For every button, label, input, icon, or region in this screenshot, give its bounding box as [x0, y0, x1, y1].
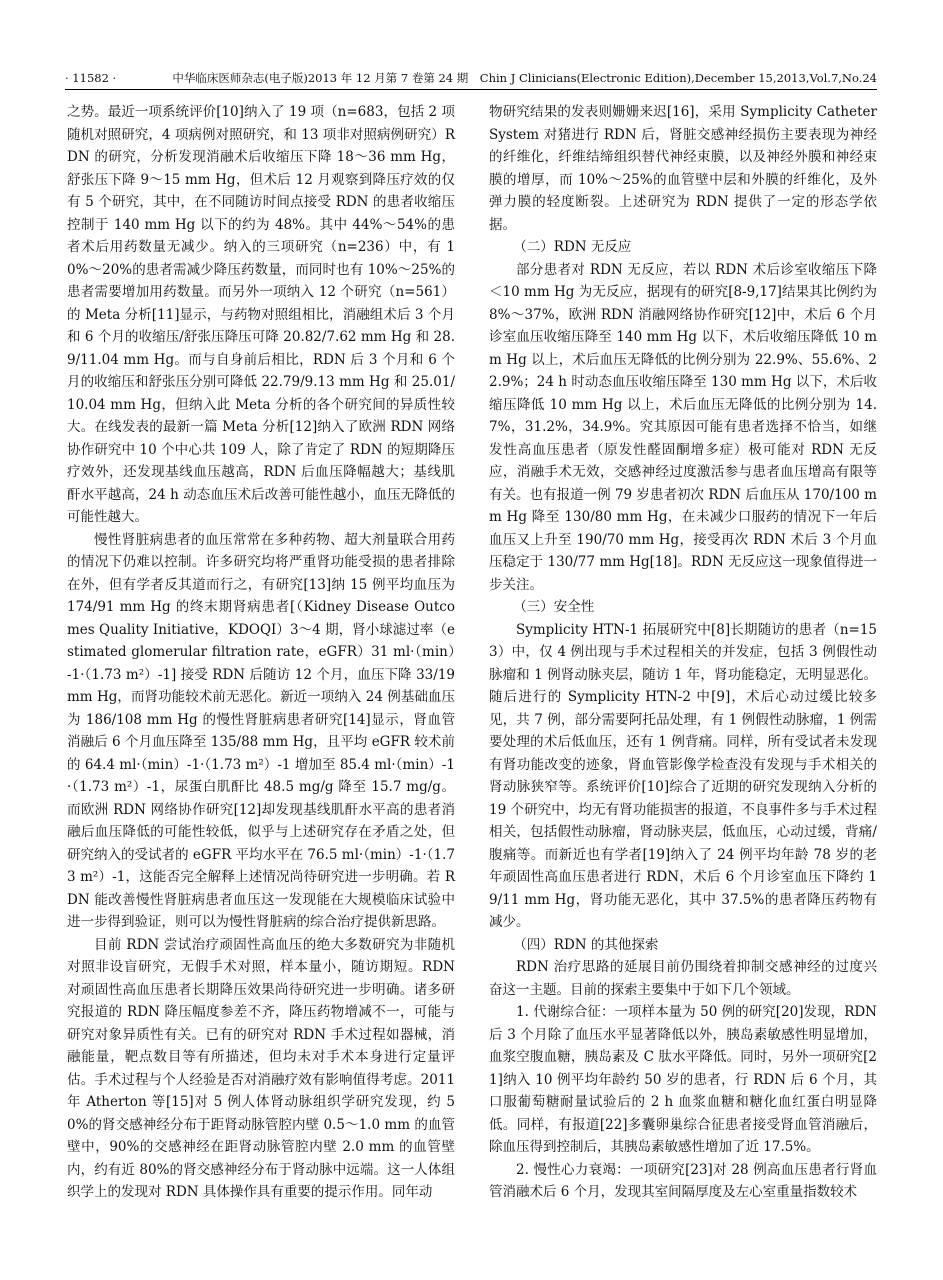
header-rule: [65, 89, 877, 90]
paragraph-metabolic-syndrome: 1. 代谢综合征：一项样本量为 50 例的研究[20]发现，RDN 后 3 个月除了血压水平显著降低以外，胰岛素敏感性明显增加，血浆空腹血糖，胰岛素及 C 肽水平降低。同时，另外一项研究[21]纳入 10 例平均年龄约 50 岁的患者，行 RDN 后 6 个月，其口服葡萄糖耐量试验后的 2 h 血浆血糖和糖化血红蛋白明显降低。同样，有报道[22]多囊卵巢综合征患者接受肾血管消融后，除血压得到控制后，其胰岛素敏感性增加了近 17.5%。: [489, 1004, 877, 1155]
journal-citation: 中华临床医师杂志(电子版)2013 年 12 月第 7 卷第 24 期 Chin J Clinicians(Electronic Edition),December 15,2013,Vol.7,No.24: [172, 71, 877, 85]
section-heading-safety: （三）安全性: [513, 599, 595, 615]
paragraph-animal-study: 物研究结果的发表则姗姗来迟[16]，采用 Symplicity Catheter System 对猪进行 RDN 后，肾脏交感神经损伤主要表现为神经的纤维化，纤维结缔组织替代神经束膜，以及神经外膜和神经束膜的增厚，而 10%～25%的血管壁中层和外膜的纤维化，及外弹力膜的轻度断裂。上述研究为 RDN 提供了一定的形态学依据。: [489, 104, 877, 233]
paragraph-ckd: 慢性肾脏病患者的血压常常在多种药物、超大剂量联合用药的情况下仍难以控制。许多研究均将严重肾功能受损的患者排除在外，但有学者反其道而行之，有研究[13]纳 15 例平均血压为 174/91 mm Hg 的终末期肾病患者[（Kidney Disease Outcomes Quality Initiative，KDOQI）3～4 期，肾小球滤过率（estimated glomerular filtration rate，eGFR）31 ml·（min）-1·（1.73 m²）-1] 接受 RDN 后随访 12 个月，血压下降 33/19 mm Hg，而肾功能较术前无恶化。新近一项纳入 24 例基础血压为 186/108 mm Hg 的慢性肾脏病患者研究[14]显示，肾血管消融后 6 个月血压降至 135/88 mm Hg，且平均 eGFR 较术前的 64.4 ml·（min）-1·（1.73 m²）-1 增加至 85.4 ml·（min）-1·（1.73 m²）-1，尿蛋白肌酐比 48.5 mg/g 降至 15.7 mg/g。而欧洲 RDN 网络协作研究[12]却发现基线肌酐水平高的患者消融后血压降低的可能性较低，似乎与上述研究存在矛盾之处，但研究纳入的受试者的 eGFR 平均水平在 76.5 ml·（min）-1·（1.73 m²）-1，这能否完全解释上述情况尚待研究进一步明确。若 RDN 能改善慢性肾脏病患者血压这一发现能在大规模临床试验中进一步得到验证，则可以为慢性肾脏病的综合治疗提供新思路。: [67, 531, 455, 930]
paragraph-other-intro: RDN 治疗思路的延展目前仍围绕着抑制交感神经的过度兴奋这一主题。目前的探索主要集中于如下几个领域。: [489, 959, 877, 998]
section-heading-other-exploration: （四）RDN 的其他探索: [513, 936, 659, 953]
right-column: [489, 101, 877, 1204]
paragraph-current-studies: 目前 RDN 尝试治疗顽固性高血压的绝大多数研究为非随机对照非设盲研究，无假手术对照，样本量小，随访期短。RDN 对顽固性高血压患者长期降压效果尚待研究进一步明确。诸多研究报道的 RDN 降压幅度参差不齐，降压药物增减不一，可能与研究对象异质性有关。已有的研究对 RDN 手术过程如器械，消融能量，靶点数目等有所描述，但均未对手术本身进行定量评估。手术过程与个人经验是否对消融疗效有影响值得考虑。2011 年 Atherton 等[15]对 5 例人体肾动脉组织学研究发现，约 50%的肾交感神经分布于距肾动脉管腔内壁 0.5～1.0 mm 的血管壁中，90%的交感神经在距肾动脉管腔内壁 2.0 mm 的血管壁内，约有近 80%的肾交感神经分布于肾动脉中远端。这一人体组织学上的发现对 RDN 具体操作具有重要的提示作用。同年动: [67, 936, 455, 1200]
page-number: · 11582 ·: [65, 71, 117, 85]
paragraph-heart-failure: 2. 慢性心力衰竭：一项研究[23]对 28 例高血压患者行肾血管消融术后 6 个月，发现其室间隔厚度及左心室重量指数较术: [489, 1161, 877, 1200]
left-column: [67, 101, 455, 1204]
paragraph-safety: Symplicity HTN-1 拓展研究中[8]长期随访的患者（n=153）中，仅 4 例出现与手术过程相关的并发症，包括 3 例假性动脉瘤和 1 例肾动脉夹层，随访 1 年，肾功能稳定，无明显恶化。随后进行的 Symplicity HTN-2 中[9]，术后心动过缓比较多见，共 7 例，部分需要阿托品处理，有 1 例假性动脉瘤，1 例需要处理的术后低血压，还有 1 例背痛。同样，所有受试者未发现有肾功能改变的迹象，肾血管影像学检查没有发现与手术相关的肾动脉狭窄等。系统评价[10]综合了近期的研究发现纳入分析的 19 个研究中，均无有肾功能损害的报道，不良事件多与手术过程相关，包括假性动脉瘤，肾动脉夹层，低血压，心动过缓，背痛/腹痛等。而新近也有学者[19]纳入了 24 例平均年龄 78 岁的老年顽固性高血压患者进行 RDN，术后 6 个月诊室血压下降约 19/11 mm Hg，肾功能无恶化，其中 37.5%的患者降压药物有减少。: [489, 621, 877, 930]
paragraph-systematic-review: 之势。最近一项系统评价[10]纳入了 19 项（n=683，包括 2 项随机对照研究，4 项病例对照研究，和 13 项非对照病例研究）RDN 的研究，分析发现消融术后收缩压下降 18～36 mm Hg，舒张压下降 9～15 mm Hg，但术后 12 月观察到降压疗效的仅有 5 个研究，其中，在不同随访时间点接受 RDN 的患者收缩压控制于 140 mm Hg 以下的约为 48%。其中 44%～54%的患者术后用药数量无减少。纳入的三项研究（n=236）中，有 10%～20%的患者需减少降压药数量，而同时也有 10%～25%的患者需要增加用药数量。而另外一项纳入 12 个研究（n=561）的 Meta 分析[11]显示，与药物对照组相比，消融组术后 3 个月和 6 个月的收缩压/舒张压降压可降 20.82/7.62 mm Hg 和 28.9/11.04 mm Hg。而与自身前后相比，RDN 后 3 个月和 6 个月的收缩压和舒张压分别可降低 22.79/9.13 mm Hg 和 25.01/10.04 mm Hg，但纳入此 Meta 分析的各个研究间的异质性较大。在线发表的最新一篇 Meta 分析[12]纳入了欧洲 RDN 网络协作研究中 10 个中心共 109 人，除了肯定了 RDN 的短期降压疗效外，还发现基线血压越高，RDN 后血压降幅越大；基线肌酐水平越高，24 h 动态血压术后改善可能性越小，血压无降低的可能性越大。: [67, 104, 455, 525]
paragraph-no-response: 部分患者对 RDN 无反应，若以 RDN 术后诊室收缩压下降＜10 mm Hg 为无反应，据现有的研究[8-9,17]结果其比例约为 8%～37%，欧洲 RDN 消融网络协作研究[12]中，术后 6 个月诊室血压收缩压降至 140 mm Hg 以下，术后收缩压降低 10 mm Hg 以上，术后血压无降低的比例分别为 22.9%、55.6%、22.9%；24 h 时动态血压收缩压降至 130 mm Hg 以下，术后收缩压降低 10 mm Hg 以上，术后血压无降低的比例分别为 14.7%，31.2%，34.9%。究其原因可能有患者选择不恰当，如继发性高血压患者（原发性醛固酮增多症）极可能对 RDN 无反应，消融手术无效，交感神经过度激活参与患者血压增高有限等有关。也有报道一例 79 岁患者初次 RDN 后血压从 170/100 mm Hg 降至 130/80 mm Hg，在未减少口服药的情况下一年后血压又上升至 190/70 mm Hg，接受再次 RDN 术后 3 个月血压稳定于 130/77 mm Hg[18]。RDN 无反应这一现象值得进一步关注。: [489, 261, 877, 593]
section-heading-no-response: （二）RDN 无反应: [513, 239, 632, 255]
running-header: [65, 68, 877, 88]
